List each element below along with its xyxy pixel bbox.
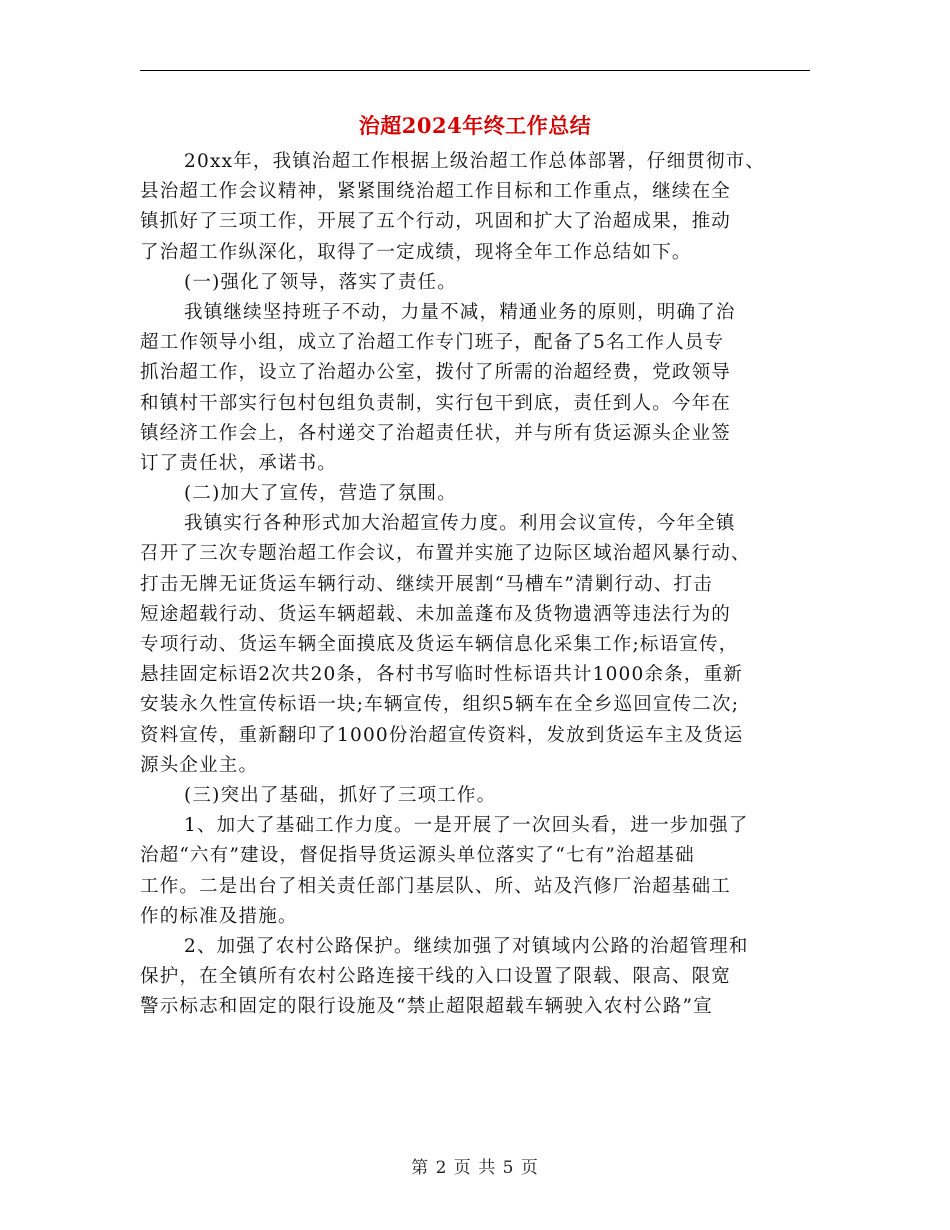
body-line: 安装永久性宣传标语一块;车辆宣传，组织5辆车在全乡巡回宣传二次; bbox=[140, 694, 740, 716]
page-footer: 第 2 页 共 5 页 bbox=[411, 1158, 539, 1178]
body-line: 作的标准及措施。 bbox=[140, 905, 298, 927]
body-line: 工作。二是出台了相关责任部门基层队、所、站及汽修厂治超基础工 bbox=[140, 875, 732, 897]
body-line: (三)突出了基础，抓好了三项工作。 bbox=[184, 784, 497, 806]
body-line: 召开了三次专题治超工作会议，布置并实施了边际区域治超风暴行动、 bbox=[140, 543, 751, 565]
document-title: 治超2024年终工作总结 bbox=[358, 113, 592, 138]
body-line: 资料宣传，重新翻印了1000份治超宣传资料，发放到货运车主及货运 bbox=[140, 724, 744, 746]
header-rule bbox=[140, 70, 810, 71]
body-line: 订了责任状，承诺书。 bbox=[140, 452, 338, 474]
body-line: 专项行动、货运车辆全面摸底及货运车辆信息化采集工作;标语宣传， bbox=[140, 634, 739, 655]
body-line: 镇经济工作会上，各村递交了治超责任状，并与所有货运源头企业签 bbox=[140, 422, 732, 444]
body-line: 我镇实行各种形式加大治超宣传力度。利用会议宣传，今年全镇 bbox=[184, 513, 736, 535]
body-line: 源头企业主。 bbox=[140, 754, 259, 776]
body-line: 2、加强了农村公路保护。继续加强了对镇域内公路的治超管理和 bbox=[184, 935, 749, 957]
body-line: (一)强化了领导，落实了责任。 bbox=[184, 271, 457, 293]
document-body bbox=[140, 147, 812, 1022]
body-line: 1、加大了基础工作力度。一是开展了一次回头看，进一步加强了 bbox=[184, 815, 749, 837]
body-line: 县治超工作会议精神，紧紧围绕治超工作目标和工作重点，继续在全 bbox=[140, 181, 732, 203]
body-line: 短途超载行动、货运车辆超载、未加盖蓬布及货物遗洒等违法行为的 bbox=[140, 603, 732, 625]
body-line: 镇抓好了三项工作，开展了五个行动，巩固和扩大了治超成果，推动 bbox=[140, 211, 732, 233]
body-line: 我镇继续坚持班子不动，力量不减，精通业务的原则，明确了治 bbox=[184, 301, 736, 323]
body-line: 抓治超工作，设立了治超办公室，拨付了所需的治超经费，党政领导 bbox=[140, 362, 732, 384]
body-line: 打击无牌无证货运车辆行动、继续开展割“马槽车”清剿行动、打击 bbox=[140, 573, 713, 595]
body-line: 保护，在全镇所有农村公路连接干线的入口设置了限载、限高、限宽 bbox=[140, 966, 732, 988]
body-line: 超工作领导小组，成立了治超工作专门班子，配备了5名工作人员专 bbox=[140, 332, 725, 354]
body-line: 20xx年，我镇治超工作根据上级治超工作总体部署，仔细贯彻市、 bbox=[184, 151, 766, 172]
body-line: 悬挂固定标语2次共20条，各村书写临时性标语共计1000余条，重新 bbox=[140, 664, 743, 686]
body-line: 了治超工作纵深化，取得了一定成绩，现将全年工作总结如下。 bbox=[140, 241, 692, 263]
body-line: 治超“六有”建设，督促指导货运源头单位落实了“七有”治超基础 bbox=[140, 845, 695, 867]
body-line: 和镇村干部实行包村包组负责制，实行包干到底，责任到人。今年在 bbox=[140, 392, 732, 414]
body-line: (二)加大了宣传，营造了氛围。 bbox=[184, 483, 457, 505]
body-line: 警示标志和固定的限行设施及“禁止超限超载车辆驶入农村公路”宣 bbox=[140, 996, 713, 1018]
